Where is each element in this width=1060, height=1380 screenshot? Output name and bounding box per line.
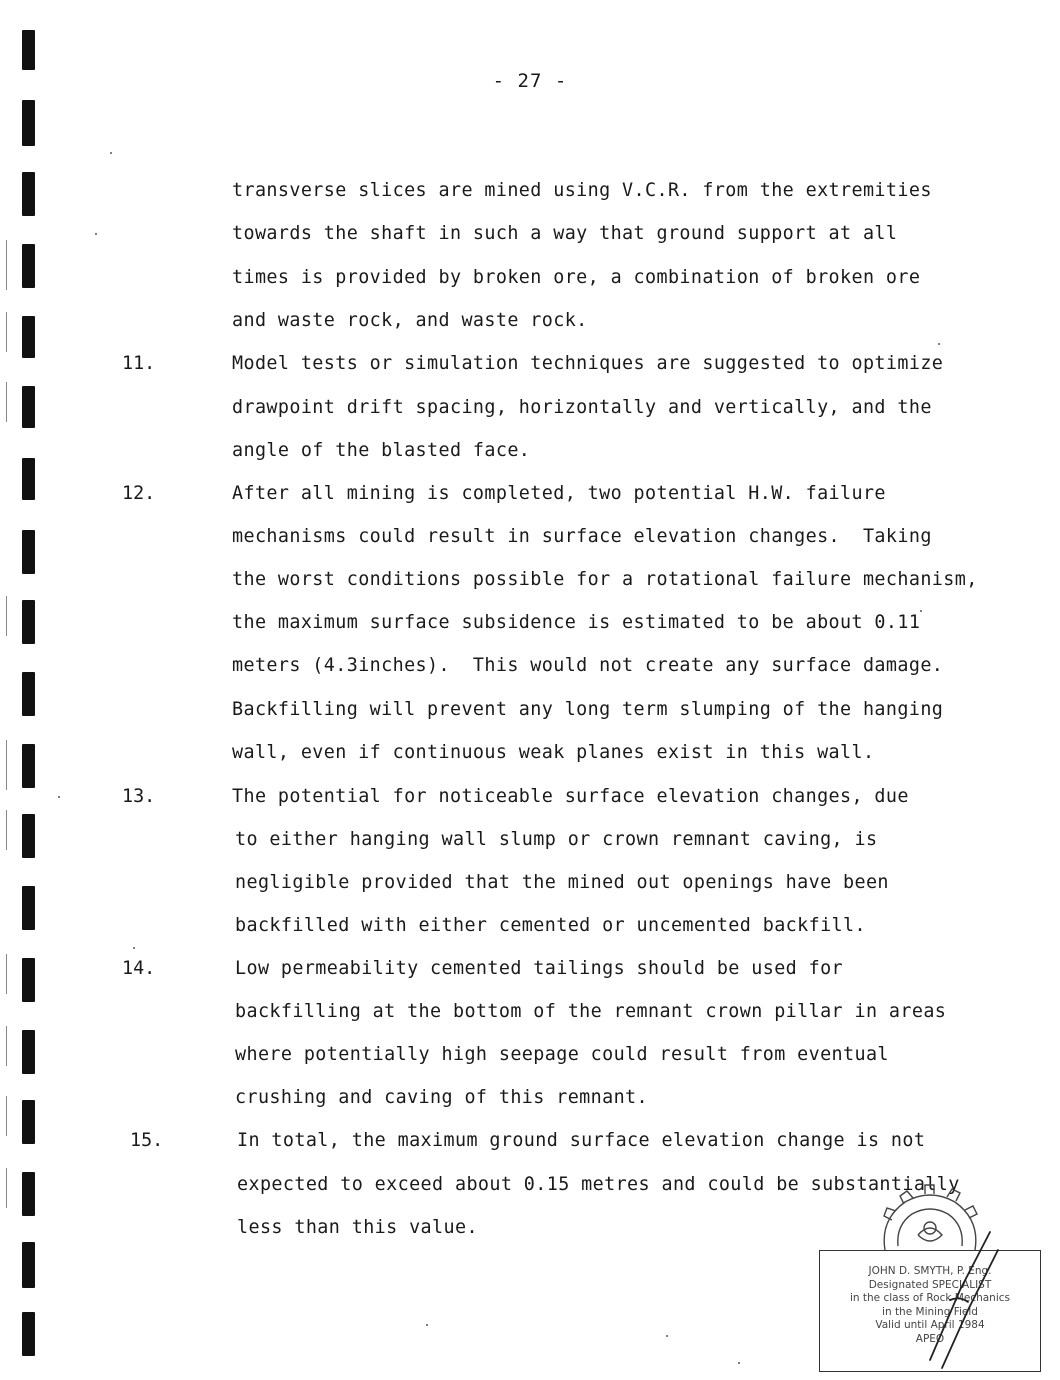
scan-speck [133, 947, 135, 949]
item-number: 14. [122, 958, 156, 979]
text-line: expected to exceed about 0.15 metres and could be substantially [237, 1174, 960, 1195]
binder-punch-mark [22, 30, 35, 70]
signature-icon [890, 1230, 1010, 1370]
binder-punch-mark [22, 958, 35, 1002]
binder-punch-mark [22, 530, 35, 574]
item-number: 15. [130, 1130, 164, 1151]
page-number: - 27 - [492, 70, 568, 92]
binder-punch-mark [22, 886, 35, 930]
text-line: times is provided by broken ore, a combination of broken ore [232, 267, 921, 288]
binder-edge-line [6, 312, 7, 352]
binder-punch-mark [22, 100, 35, 146]
text-line: the maximum surface subsidence is estimated to be about 0.11 [232, 612, 921, 633]
binder-punch-mark [22, 244, 35, 288]
text-line: negligible provided that the mined out openings have been [235, 872, 889, 893]
scan-speck [95, 233, 97, 235]
text-line: towards the shaft in such a way that ground support at all [232, 223, 898, 244]
binder-edge-line [6, 1096, 7, 1136]
text-line: mechanisms could result in surface elevation changes. Taking [232, 526, 932, 547]
stamp-line: in the Mining Field [882, 1305, 978, 1318]
binder-edge-line [6, 240, 7, 290]
scan-speck [58, 796, 60, 798]
scan-speck [426, 1324, 428, 1326]
stamp-line: JOHN D. SMYTH, P. Eng. [868, 1265, 992, 1277]
scan-speck [666, 1335, 668, 1337]
text-line: Backfilling will prevent any long term slumping of the hanging [232, 699, 944, 720]
text-line: After all mining is completed, two potential H.W. failure [232, 483, 886, 504]
stamp-line: Designated SPECIALIST [868, 1278, 992, 1291]
binder-punch-mark [22, 744, 35, 788]
text-line: angle of the blasted face. [232, 440, 531, 461]
binder-punch-mark [22, 1312, 35, 1356]
text-line: to either hanging wall slump or crown remnant caving, is [235, 829, 878, 850]
text-line: In total, the maximum ground surface elevation change is not [237, 1130, 926, 1151]
binder-punch-mark [22, 1172, 35, 1216]
text-line: crushing and caving of this remnant. [235, 1087, 648, 1108]
text-line: transverse slices are mined using V.C.R. from the extremities [232, 180, 932, 201]
binder-edge-line [6, 810, 7, 850]
binder-punch-mark [22, 672, 35, 716]
binder-punch-mark [22, 1100, 35, 1144]
text-line: The potential for noticeable surface elevation changes, due [232, 786, 909, 807]
text-line: backfilling at the bottom of the remnant crown pillar in areas [235, 1001, 947, 1022]
binder-punch-mark [22, 316, 35, 358]
text-line: Low permeability cemented tailings should be used for [235, 958, 844, 979]
binder-punch-mark [22, 600, 35, 644]
item-number: 11. [122, 353, 156, 374]
text-line: less than this value. [237, 1217, 478, 1238]
text-line: wall, even if continuous weak planes exist in this wall. [232, 742, 875, 763]
binder-edge-line [6, 596, 7, 636]
binder-punch-mark [22, 172, 35, 216]
binder-edge-line [6, 382, 7, 422]
scan-speck [938, 343, 940, 345]
scan-speck [920, 610, 922, 612]
scan-speck [110, 152, 112, 154]
binder-punch-mark [22, 1242, 35, 1288]
binder-edge-line [6, 1168, 7, 1208]
binder-punch-mark [22, 814, 35, 858]
item-number: 12. [122, 483, 156, 504]
scan-speck [738, 1362, 740, 1364]
item-number: 13. [122, 786, 156, 807]
binder-edge-line [6, 740, 7, 790]
text-line: backfilled with either cemented or uncemented backfill. [235, 915, 866, 936]
text-line: Model tests or simulation techniques are suggested to optimize [232, 353, 944, 374]
stamp-line: Valid until April 1984 [875, 1319, 985, 1331]
binder-edge-line [6, 954, 7, 994]
text-line: meters (4.3inches). This would not create any surface damage. [232, 655, 944, 676]
text-line: the worst conditions possible for a rotational failure mechanism, [232, 569, 978, 590]
text-line: drawpoint drift spacing, horizontally and vertically, and the [232, 397, 932, 418]
binder-punch-mark [22, 1030, 35, 1074]
stamp-line: APEO [915, 1332, 945, 1345]
stamp-line: in the class of Rock Mechanics [850, 1292, 1010, 1304]
text-line: and waste rock, and waste rock. [232, 310, 588, 331]
binder-punch-mark [22, 458, 35, 500]
text-line: where potentially high seepage could result from eventual [235, 1044, 889, 1065]
binder-edge-line [6, 1026, 7, 1066]
binder-punch-mark [22, 386, 35, 428]
